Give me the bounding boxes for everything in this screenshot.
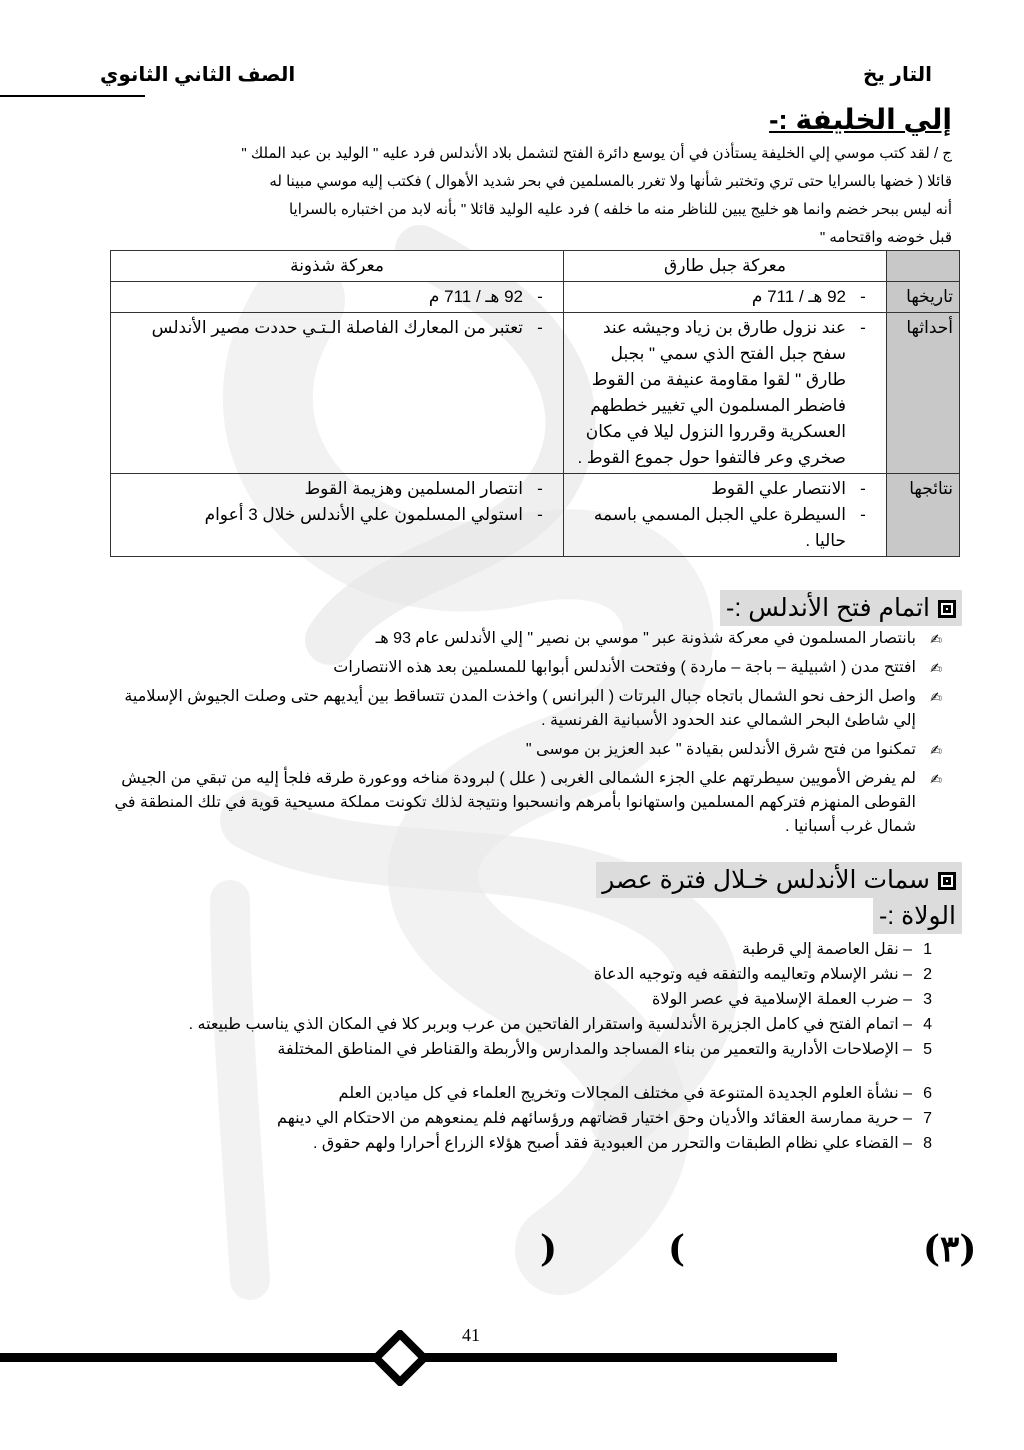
table-cell: - عند نزول طارق بن زياد وجيشه عند سفح جبل الفتح الذي سمي " بجبل طارق " لقوا مقاومة عنيفة من القوط فاضطر المسلمون الي تغيير خططهم العسكرية وقرروا النزول ليلا في مكان صخري وعر فالتفوا حول جموع القوط .	[564, 313, 887, 474]
list-item: 8 – القضاء علي نظام الطبقات والتحرر من العبودية فقد أصبح هؤلاء الزراع أحرارا ولهم حقوق .	[313, 1135, 932, 1152]
cell-item: عند نزول طارق بن زياد وجيشه عند سفح جبل الفتح الذي سمي " بجبل طارق " لقوا مقاومة عنيفة من القوط فاضطر المسلمون الي تغيير خططهم العسكرية وقرروا النزول ليلا في مكان صخري وعر فالتفوا حول جموع القوط .	[577, 318, 846, 467]
header-subject: التار يخ	[862, 64, 932, 86]
writing-hand-icon: ✍	[930, 771, 942, 787]
table-cell: - 92 هـ / 711 م	[111, 282, 564, 313]
square-bullet-icon	[938, 600, 956, 618]
list-item: ✍ لم يفرض الأمويين سيطرتهم علي الجزء الشمالى الغربى ( علل ) لبرودة مناخه ووعورة طرقه فلجأ إليه من تبقي من الجيش القوطى المنهزم فتركهم المسلمين واستهانوا بأمرهم وانسحبوا ونتيجة لذلك تكونت مملكة مسيحية قوية في تلك المنطقة في شمال غرب أسبانيا .	[100, 767, 942, 839]
intro-paragraph	[100, 140, 952, 252]
cell-item: 92 هـ / 711 م	[428, 287, 523, 306]
list-item: 1 – نقل العاصمة إلي قرطبة	[742, 941, 932, 958]
list-item: 2 – نشر الإسلام وتعاليمه والتفقه فيه وتوجيه الدعاة	[593, 966, 932, 983]
list-item: ✍ واصل الزحف نحو الشمال باتجاه جبال البرتات ( البرانس ) واخذت المدن تتساقط بين أيديهم حتى وصلت الجيوش الإسلامية إلي شاطئ البحر الشمالي عند الحدود الأسبانية الفرنسية .	[100, 685, 942, 733]
writing-hand-icon: ✍	[930, 631, 942, 647]
footer-diamond-icon	[372, 1330, 428, 1386]
cell-item: انتصار المسلمين وهزيمة القوط	[304, 479, 523, 498]
cell-item: السيطرة علي الجبل المسمي باسمه حاليا .	[593, 505, 846, 550]
completion-heading	[720, 590, 962, 626]
intro-line: أنه ليس ببحر خضم وانما هو خليج يبين للناظر منه ما خلفه ) فرد عليه الوليد قائلا " بأنه لابد من اختباره بالسرايا	[288, 201, 952, 218]
header-grade: الصف الثاني الثانوي	[100, 64, 296, 86]
table-header-row	[111, 251, 960, 282]
column-header-shadhuna: معركة شذونة	[111, 251, 564, 282]
list-item: 6 – نشأة العلوم الجديدة المتنوعة في مختلف المجالات وتخريج العلماء في كل ميادين العلم	[338, 1085, 932, 1102]
decor-paren-left: (	[540, 1228, 558, 1270]
row-label: تاريخها	[887, 282, 960, 313]
features-heading-text: سمات الأندلس خـلال فترة عصر	[602, 866, 930, 894]
decor-paren-right: )	[668, 1228, 686, 1270]
list-item: ✍ افتتح مدن ( اشبيلية – باجة – ماردة ) وفتحت الأندلس أبوابها للمسلمين بعد هذه الانتصارات	[100, 656, 942, 680]
list-item: 3 – ضرب العملة الإسلامية في عصر الولاة	[651, 991, 932, 1008]
intro-line: ج / لقد كتب موسي إلي الخليفة يستأذن في أن يوسع دائرة الفتح لتشمل بلاد الأندلس فرد عليه " الوليد بن عبد الملك "	[241, 145, 952, 162]
features-heading	[596, 862, 962, 898]
decor-mark-3: (٣)	[923, 1228, 977, 1270]
features-heading-cont	[873, 898, 962, 934]
table-row	[111, 282, 960, 313]
list-item: 5 – الإصلاحات الأدارية والتعمير من بناء المساجد والمدارس والأربطة والقناطر في المناطق المختلفة	[277, 1041, 932, 1058]
features-heading-text-2: الولاة :-	[878, 902, 956, 930]
completion-heading-text: اتمام فتح الأندلس :-	[726, 594, 930, 622]
table-cell: - 92 هـ / 711 م	[564, 282, 887, 313]
section-title: إلي الخليفة :-	[769, 104, 952, 135]
header-underline	[0, 95, 145, 97]
column-header-jabal-tariq: معركة جبل طارق	[564, 251, 887, 282]
footer-rule-right	[425, 1353, 837, 1362]
list-item: 7 – حرية ممارسة العقائد والأديان وحق اختيار قضاتهم ورؤسائهم فلم يمنعوهم من الاحتكام الي دينهم	[277, 1110, 932, 1127]
table-cell: - الانتصار علي القوط - السيطرة علي الجبل المسمي باسمه حاليا .	[564, 474, 887, 557]
page-number: 41	[462, 1325, 480, 1345]
features-list	[82, 938, 932, 1157]
writing-hand-icon: ✍	[930, 689, 942, 705]
table-cell: - تعتبر من المعارك الفاصلة الـتـي حددت مصير الأندلس	[111, 313, 564, 474]
list-item: ✍ بانتصار المسلمون في معركة شذونة عبر " موسي بن نصير " إلي الأندلس عام 93 هـ	[100, 627, 942, 651]
writing-hand-icon: ✍	[930, 742, 942, 758]
footer-rule-left	[0, 1353, 380, 1362]
intro-line: قائلا ( خضها بالسرايا حتى تري وتختبر شأنها ولا تغرر بالمسلمين في بحر شديد الأهوال ) فكتب إليه موسي مبينا له	[269, 173, 952, 190]
table-row	[111, 474, 960, 557]
cell-item: 92 هـ / 711 م	[751, 287, 846, 306]
row-label: نتائجها	[887, 474, 960, 557]
battles-table	[110, 250, 960, 557]
table-row	[111, 313, 960, 474]
intro-line: قبل خوضه واقتحامه "	[819, 229, 952, 246]
completion-bullets	[100, 627, 942, 844]
list-item: 4 – اتمام الفتح في كامل الجزيرة الأندلسية واستقرار الفاتحين من عرب وبربر كلا في المكان الذي يناسب طبيعته .	[188, 1016, 932, 1033]
list-item: ✍ تمكنوا من فتح شرق الأندلس بقيادة " عبد العزيز بن موسى "	[100, 738, 942, 762]
square-bullet-icon	[938, 872, 956, 890]
cell-item: تعتبر من المعارك الفاصلة الـتـي حددت مصير الأندلس	[151, 318, 523, 337]
writing-hand-icon: ✍	[930, 660, 942, 676]
row-label: أحداثها	[887, 313, 960, 474]
cell-item: استولي المسلمون علي الأندلس خلال 3 أعوام	[204, 505, 523, 524]
cell-item: الانتصار علي القوط	[711, 479, 846, 498]
table-corner-cell	[887, 251, 960, 282]
table-cell: - انتصار المسلمين وهزيمة القوط - استولي المسلمون علي الأندلس خلال 3 أعوام	[111, 474, 564, 557]
